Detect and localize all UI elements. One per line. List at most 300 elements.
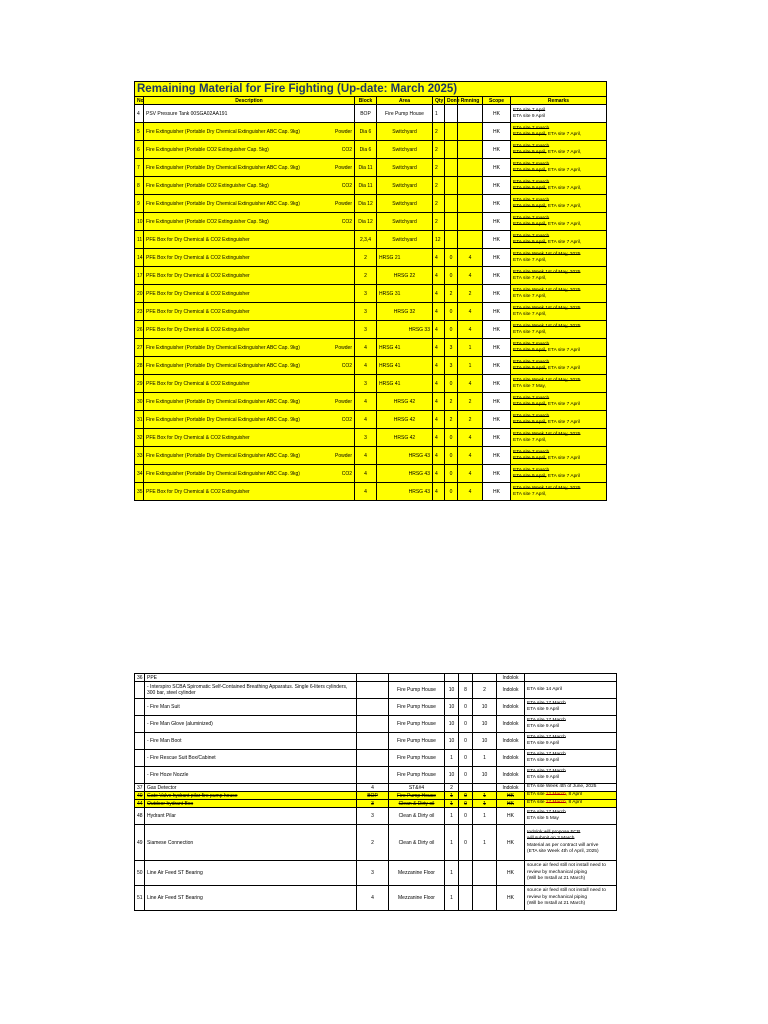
row-block: Dia 12 [355, 195, 377, 213]
row-no: 20 [135, 285, 144, 303]
table-row [135, 682, 617, 699]
row-description [144, 105, 355, 123]
row-done: 3 [445, 357, 458, 375]
row-block: 4 [355, 465, 377, 483]
row-done: 2 [445, 285, 458, 303]
remark-line: ETA site 17 March [527, 768, 566, 774]
description-wrap [146, 111, 352, 117]
row-block: BOP [355, 105, 377, 123]
row-scope: HK [483, 141, 511, 159]
remark-line: Indolok will propose FCR [527, 829, 581, 835]
remark-line: ETA site 9 April, [513, 149, 547, 155]
row-block: 4 [355, 411, 377, 429]
table-row [135, 249, 607, 267]
row-remarks [511, 321, 607, 339]
row-remaining: 1 [473, 808, 497, 825]
row-block [357, 674, 389, 682]
row-area: Switchyard [377, 213, 433, 231]
row-qty: 4 [433, 447, 445, 465]
row-qty: 2 [445, 784, 459, 792]
row-remaining: 1 [473, 825, 497, 861]
extinguisher-type: Powder [335, 398, 352, 405]
row-done [445, 177, 458, 195]
remark-line: ETA site 9 April, [513, 473, 547, 479]
row-done: 0 [459, 800, 473, 808]
description-text: PFE Box for Dry Chemical & CO2 Extinguisher [146, 380, 250, 387]
row-remaining: 1 [458, 339, 483, 357]
row-qty: 10 [445, 733, 459, 750]
remark-line: ETA site 7 April, [513, 275, 547, 281]
row-area: Fire Pump House [389, 733, 445, 750]
row-area: HRSG 31 [377, 285, 433, 303]
remark-line: ETA site 9 April [513, 113, 546, 119]
fire-fighting-material-table [134, 81, 607, 501]
table-row [135, 195, 607, 213]
row-block: 3 [357, 861, 389, 886]
row-description [144, 321, 355, 339]
row-qty: 2 [433, 123, 445, 141]
row-remaining [458, 213, 483, 231]
row-description [144, 375, 355, 393]
row-qty: 2 [433, 195, 445, 213]
row-no: 44 [135, 800, 145, 808]
row-qty: 10 [445, 682, 459, 699]
row-description: Gate Valve hydrant pilar fire pump house [145, 792, 357, 800]
remark-line: ETA site 17 March [527, 700, 566, 706]
row-scope: HK [483, 213, 511, 231]
header-description: Description [144, 97, 355, 105]
header-done: Done [445, 97, 458, 105]
row-area: Switchyard [377, 159, 433, 177]
remark-line: ETA site 17 March [527, 751, 566, 757]
row-area: Switchyard [377, 141, 433, 159]
row-description: - Fire Man Boot [145, 733, 357, 750]
table-header-row [135, 97, 607, 105]
row-area: HRSG 42 [377, 393, 433, 411]
remark-line: ETA site 17 March [527, 734, 566, 740]
row-done: 0 [445, 303, 458, 321]
row-block: 4 [357, 886, 389, 911]
description-wrap [146, 327, 352, 333]
row-remaining: 10 [473, 733, 497, 750]
table-row [135, 303, 607, 321]
row-done [445, 213, 458, 231]
header-remarks: Remarks [511, 97, 607, 105]
row-remaining: 4 [458, 303, 483, 321]
remark-line: ETA site 7 April [546, 365, 581, 371]
row-remaining: 4 [458, 465, 483, 483]
row-no: 48 [135, 808, 145, 825]
description-text: PFE Box for Dry Chemical & CO2 Extinguisher [146, 434, 250, 441]
row-qty: 4 [433, 357, 445, 375]
row-block: 4 [355, 357, 377, 375]
row-block: 3 [355, 321, 377, 339]
row-done: 0 [459, 792, 473, 800]
remark-line: ETA site 7 march [513, 161, 550, 167]
row-no [135, 767, 145, 784]
row-block: 4 [355, 483, 377, 501]
row-remaining [458, 141, 483, 159]
table-row [135, 177, 607, 195]
row-done: 0 [445, 465, 458, 483]
table-row [135, 447, 607, 465]
remark-line: ETA site 7 April, [513, 257, 547, 263]
row-done [445, 123, 458, 141]
row-done [459, 886, 473, 911]
row-scope: HK [497, 861, 525, 886]
remark-line: ETA site 9 April [527, 775, 560, 780]
row-done: 0 [459, 767, 473, 784]
row-remaining: 2 [458, 285, 483, 303]
remark-line: ETA site 7 April, [546, 221, 582, 227]
row-qty: 1 [433, 105, 445, 123]
row-qty: 1 [445, 750, 459, 767]
description-wrap [146, 165, 352, 171]
row-remarks [511, 393, 607, 411]
description-wrap [146, 471, 352, 477]
table-row [135, 141, 607, 159]
extinguisher-type: Powder [335, 200, 352, 207]
row-area: Switchyard [377, 177, 433, 195]
row-no: 34 [135, 465, 144, 483]
remark-line: ETA site Week 1st of May, 2025 [513, 377, 581, 383]
remark-line: will submit on 3 March [527, 836, 575, 841]
remark-line: ETA site 7 April, [513, 491, 547, 497]
row-scope: Indolok [497, 733, 525, 750]
row-scope: Indolok [497, 699, 525, 716]
remark-line: ETA site 7 April [513, 107, 546, 113]
remark-line: ETA site 9 April, [513, 185, 547, 191]
row-area: HRSG 43 [377, 483, 433, 501]
row-remarks [511, 465, 607, 483]
row-remaining: 10 [473, 767, 497, 784]
remark-line: ETA site Week 1st of May, 2025 [513, 485, 581, 491]
row-scope: HK [483, 285, 511, 303]
row-done: 0 [459, 825, 473, 861]
row-remarks [511, 195, 607, 213]
row-description [144, 231, 355, 249]
row-done [459, 784, 473, 792]
table-row [135, 285, 607, 303]
table-row [135, 123, 607, 141]
row-qty: 4 [433, 429, 445, 447]
row-remaining: 4 [458, 375, 483, 393]
row-remarks [511, 303, 607, 321]
row-scope: HK [483, 447, 511, 465]
remark-line: ETA site 7 march [513, 197, 550, 203]
description-text: Fire Extinguisher (Portable Dry Chemical Extinguisher ABC Cap. 9kg) [146, 164, 300, 171]
remark-line: ETA site [527, 792, 546, 798]
remark-line: source air feed still not install need to [527, 888, 606, 894]
row-remarks [511, 285, 607, 303]
row-remarks [511, 429, 607, 447]
row-done: 3 [445, 339, 458, 357]
row-description: PPE [145, 674, 357, 682]
row-done: 0 [445, 375, 458, 393]
row-no [135, 750, 145, 767]
remark-line: ETA site 7 April [546, 473, 581, 479]
table-row [135, 483, 607, 501]
extinguisher-type: Powder [335, 344, 352, 351]
row-area: Switchyard [377, 123, 433, 141]
row-scope: HK [483, 195, 511, 213]
row-remaining [473, 784, 497, 792]
row-done: 0 [445, 429, 458, 447]
remark-line: ETA site 9 April [527, 724, 560, 729]
row-no: 6 [135, 141, 144, 159]
row-description: - Fire Man Suit [145, 699, 357, 716]
row-remaining [458, 195, 483, 213]
row-remaining: 4 [458, 321, 483, 339]
row-done [459, 861, 473, 886]
row-description [144, 393, 355, 411]
row-scope: HK [483, 393, 511, 411]
row-remarks [525, 674, 617, 682]
row-scope: HK [483, 483, 511, 501]
row-remaining: 1 [458, 357, 483, 375]
row-scope: HK [497, 792, 525, 800]
table-row [135, 411, 607, 429]
remark-line: ETA site 17 March [527, 809, 566, 815]
row-area: HRSG 41 [377, 339, 433, 357]
row-remaining: 1 [473, 792, 497, 800]
row-remaining: 4 [458, 483, 483, 501]
row-no: 30 [135, 393, 144, 411]
row-area: Mezzanine Floor [389, 886, 445, 911]
row-done [445, 231, 458, 249]
description-wrap [146, 417, 352, 423]
row-description [144, 411, 355, 429]
header-scope: Scope [483, 97, 511, 105]
extinguisher-type: CO2 [341, 218, 352, 225]
row-scope: Indolok [497, 716, 525, 733]
remark-line: ETA site 7 march [513, 449, 550, 455]
row-area: Fire Pump House [389, 792, 445, 800]
remark-line: ETA site 7 march [513, 413, 550, 419]
row-remarks [525, 750, 617, 767]
row-remaining [458, 177, 483, 195]
row-block: Dia 6 [355, 141, 377, 159]
row-description [144, 303, 355, 321]
table-row [135, 808, 617, 825]
row-area: Clean & Dirty oil [389, 800, 445, 808]
description-text: PSV Pressure Tank 00SGA02AA191 [146, 110, 228, 117]
description-wrap [146, 345, 352, 351]
row-done: 0 [445, 267, 458, 285]
remark-line: ETA site 9 April, [513, 203, 547, 209]
table-row [135, 784, 617, 792]
row-no: 35 [135, 483, 144, 501]
row-qty: 1 [445, 861, 459, 886]
description-wrap [146, 435, 352, 441]
row-scope: Indolok [497, 674, 525, 682]
table-row [135, 357, 607, 375]
row-no: 49 [135, 825, 145, 861]
row-done: 0 [445, 483, 458, 501]
row-no: 50 [135, 861, 145, 886]
remark-line: ETA site Week 1st of May, 2025 [513, 431, 581, 437]
extinguisher-type: CO2 [341, 362, 352, 369]
row-block: 3 [355, 285, 377, 303]
description-text: Fire Extinguisher (Portable Dry Chemical Extinguisher ABC Cap. 9kg) [146, 362, 300, 369]
row-block: 4 [355, 339, 377, 357]
row-block: 4 [355, 393, 377, 411]
row-description [144, 357, 355, 375]
row-area: HRSG 41 [377, 357, 433, 375]
row-no: 33 [135, 447, 144, 465]
remark-line: ETA site 7 April, [546, 149, 582, 155]
row-description: Gas Detector [145, 784, 357, 792]
row-block [357, 682, 389, 699]
remark-line: ETA site 7 April, [546, 167, 582, 173]
row-no: 27 [135, 339, 144, 357]
row-remaining [473, 861, 497, 886]
row-scope: HK [483, 249, 511, 267]
remark-line: ETA site 7 April [546, 455, 581, 461]
row-no [135, 716, 145, 733]
extinguisher-type: CO2 [341, 416, 352, 423]
row-remarks [511, 141, 607, 159]
remark-line: ETA site Week 1st of May, 2025 [513, 323, 581, 329]
table-row [135, 393, 607, 411]
table-row [135, 699, 617, 716]
description-text: Fire Extinguisher (Portable CO2 Extinguisher Cap. 5kg) [146, 182, 269, 189]
row-no: 26 [135, 321, 144, 339]
row-block: 4 [357, 784, 389, 792]
extinguisher-type: CO2 [341, 182, 352, 189]
row-description: - Interspiro SCBA Spiromatic Self-Contained Breathing Apparatus. Single 6-liters cylinders, 300 bar, steel cylinder [145, 682, 357, 699]
row-area: HRSG 41 [377, 375, 433, 393]
row-description [144, 141, 355, 159]
remark-line: ETA site [527, 800, 546, 806]
remark-line: ETA site 17 March [527, 717, 566, 723]
table-row [135, 750, 617, 767]
row-remarks [511, 375, 607, 393]
row-scope: HK [483, 303, 511, 321]
row-remarks [525, 767, 617, 784]
remark-line: ETA site 9 April, [513, 167, 547, 173]
row-description [144, 123, 355, 141]
row-remarks [511, 411, 607, 429]
row-area: HRSG 43 [377, 447, 433, 465]
row-remarks [525, 699, 617, 716]
description-text: PFE Box for Dry Chemical & CO2 Extinguisher [146, 272, 250, 279]
row-no: 29 [135, 375, 144, 393]
row-remarks [511, 123, 607, 141]
row-remarks [525, 733, 617, 750]
extinguisher-type: Powder [335, 164, 352, 171]
row-scope: HK [483, 465, 511, 483]
row-remaining: 4 [458, 429, 483, 447]
row-no: 23 [135, 303, 144, 321]
description-wrap [146, 147, 352, 153]
row-no: 17 [135, 267, 144, 285]
remark-line: (Will be Install at 21 March) [527, 876, 586, 882]
row-remarks [525, 886, 617, 911]
row-description [144, 285, 355, 303]
description-text: PFE Box for Dry Chemical & CO2 Extinguisher [146, 290, 250, 297]
row-scope: HK [483, 159, 511, 177]
row-qty: 1 [445, 800, 459, 808]
row-done: 0 [459, 750, 473, 767]
table-row [135, 825, 617, 861]
row-scope: HK [483, 123, 511, 141]
remark-line: ETA site Week 1st of May, 2025 [513, 251, 581, 257]
remark-line: ETA site 9 April, [513, 365, 547, 371]
row-remarks [511, 483, 607, 501]
description-text: PFE Box for Dry Chemical & CO2 Extinguisher [146, 236, 250, 243]
description-text: PFE Box for Dry Chemical & CO2 Extinguisher [146, 326, 250, 333]
row-area: HRSG 22 [377, 267, 433, 285]
row-scope: HK [483, 231, 511, 249]
row-block [357, 716, 389, 733]
remark-line: , 8 April [565, 800, 582, 806]
header-qty: Qty [433, 97, 445, 105]
row-qty: 2 [433, 177, 445, 195]
table-row [135, 767, 617, 784]
remark-line: ETA site 7 April, [513, 311, 547, 317]
ppe-material-table [134, 673, 617, 911]
description-wrap [146, 255, 352, 261]
table-row [135, 105, 607, 123]
row-scope: HK [497, 800, 525, 808]
row-remarks [525, 792, 617, 800]
remark-line: (Will be Install at 21 March) [527, 901, 586, 907]
row-done: 0 [445, 321, 458, 339]
row-block: Dia 11 [355, 159, 377, 177]
row-remarks [511, 357, 607, 375]
row-block: Dia 6 [355, 123, 377, 141]
description-text: Fire Extinguisher (Portable Dry Chemical Extinguisher ABC Cap. 9kg) [146, 452, 300, 459]
row-remaining [473, 886, 497, 911]
row-remarks [511, 447, 607, 465]
row-done [459, 674, 473, 682]
description-text: Fire Extinguisher (Portable Dry Chemical Extinguisher ABC Cap. 9kg) [146, 416, 300, 423]
row-block: 3 [357, 808, 389, 825]
row-description [144, 177, 355, 195]
row-block: 3 [355, 303, 377, 321]
table-row [135, 733, 617, 750]
description-wrap [146, 273, 352, 279]
description-wrap [146, 237, 352, 243]
row-done: 0 [445, 249, 458, 267]
remark-line: ETA site 7 April, [513, 329, 547, 335]
row-area: HRSG 32 [377, 303, 433, 321]
row-qty: 10 [445, 699, 459, 716]
row-no: 9 [135, 195, 144, 213]
description-wrap [146, 399, 352, 405]
row-area: HRSG 42 [377, 429, 433, 447]
row-block [357, 699, 389, 716]
row-area: Fire Pump House [389, 750, 445, 767]
row-remaining: 1 [473, 800, 497, 808]
remark-line: ETA site 7 April, [546, 131, 582, 137]
row-qty: 1 [445, 792, 459, 800]
remark-line: ETA site Week 1st of May, 2025 [513, 287, 581, 293]
remark-line: ETA site 14 April [527, 686, 562, 692]
row-block: 2 [355, 267, 377, 285]
header-area: Area [377, 97, 433, 105]
remark-line: ETA site 9 April, [513, 347, 547, 353]
row-scope: HK [483, 357, 511, 375]
remark-line: ETA site 7 April, [513, 437, 547, 443]
remark-line: ETA site 9 April [527, 758, 560, 763]
remark-line: 17 March [545, 800, 566, 806]
row-remaining [458, 123, 483, 141]
row-qty: 4 [433, 483, 445, 501]
row-scope: HK [483, 375, 511, 393]
row-scope: HK [483, 321, 511, 339]
